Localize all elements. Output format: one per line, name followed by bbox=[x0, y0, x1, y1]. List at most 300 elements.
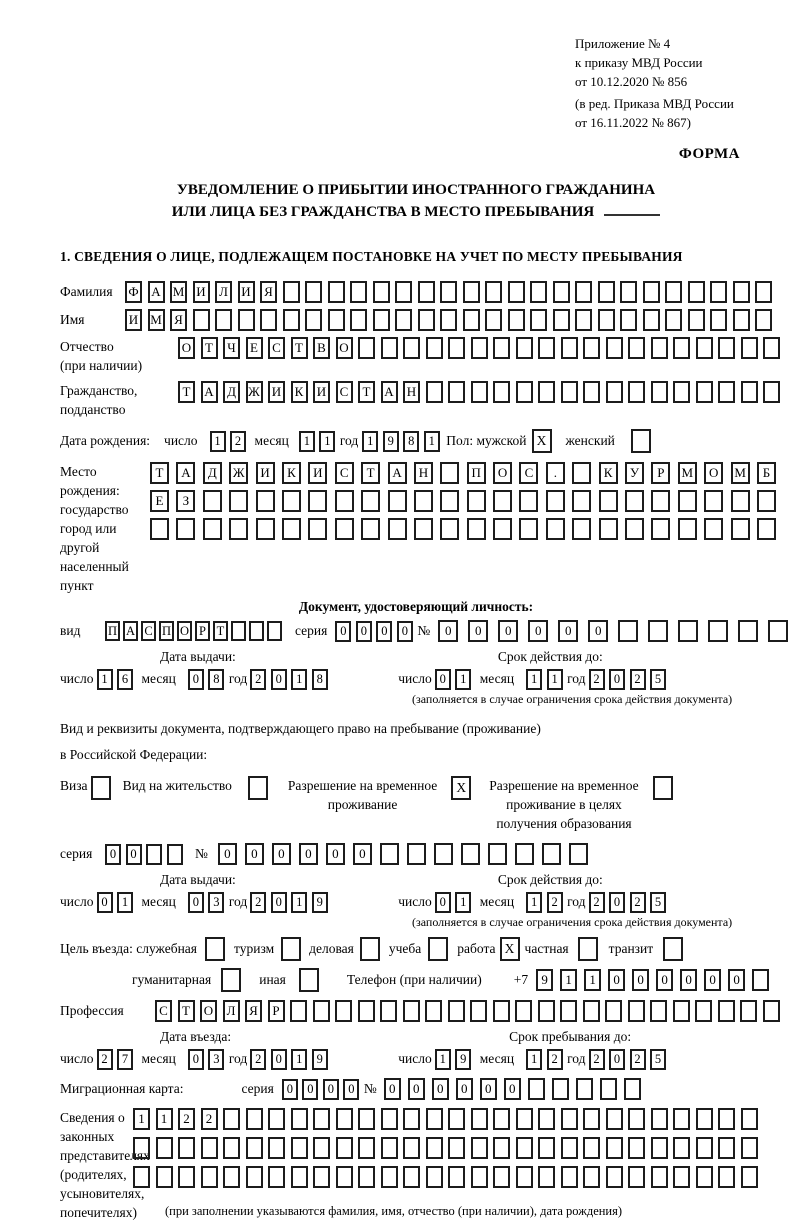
cell-box[interactable] bbox=[133, 1166, 150, 1188]
cell-box[interactable]: П bbox=[159, 621, 174, 641]
cell-box[interactable] bbox=[718, 337, 735, 359]
cell-box[interactable] bbox=[757, 518, 776, 540]
cell-box[interactable] bbox=[463, 309, 480, 331]
cell-box[interactable] bbox=[403, 1166, 420, 1188]
cell-box[interactable] bbox=[599, 490, 618, 512]
cell-box[interactable] bbox=[229, 490, 248, 512]
purpose-study-checkbox[interactable] bbox=[428, 937, 448, 961]
cell-box[interactable]: 0 bbox=[435, 669, 451, 690]
cell-box[interactable] bbox=[731, 490, 750, 512]
cell-box[interactable] bbox=[493, 1000, 510, 1022]
cell-box[interactable]: Т bbox=[361, 462, 380, 484]
cell-box[interactable] bbox=[467, 518, 486, 540]
cell-box[interactable]: 0 bbox=[335, 621, 351, 642]
cell-box[interactable] bbox=[733, 309, 750, 331]
cell-box[interactable] bbox=[350, 281, 367, 303]
cell-box[interactable] bbox=[757, 490, 776, 512]
cell-box[interactable]: 0 bbox=[384, 1078, 401, 1100]
cell-box[interactable]: А bbox=[148, 281, 165, 303]
cell-box[interactable] bbox=[488, 843, 507, 865]
cell-box[interactable] bbox=[448, 1000, 465, 1022]
cell-box[interactable]: 1 bbox=[526, 1049, 542, 1070]
cell-box[interactable]: 0 bbox=[376, 621, 392, 642]
cell-box[interactable] bbox=[146, 844, 162, 865]
cell-box[interactable]: 0 bbox=[271, 1049, 287, 1070]
cell-box[interactable]: 9 bbox=[312, 892, 328, 913]
cell-box[interactable]: 1 bbox=[435, 1049, 451, 1070]
cell-box[interactable] bbox=[650, 1000, 667, 1022]
cell-box[interactable] bbox=[361, 490, 380, 512]
cell-box[interactable]: 0 bbox=[343, 1079, 359, 1100]
cell-box[interactable] bbox=[731, 518, 750, 540]
cell-box[interactable] bbox=[561, 1166, 578, 1188]
cell-box[interactable] bbox=[440, 281, 457, 303]
cell-box[interactable]: 2 bbox=[250, 669, 266, 690]
cell-box[interactable] bbox=[282, 518, 301, 540]
cell-box[interactable]: 0 bbox=[271, 669, 287, 690]
cell-box[interactable] bbox=[678, 518, 697, 540]
cell-box[interactable] bbox=[291, 1166, 308, 1188]
cell-box[interactable]: 0 bbox=[397, 621, 413, 642]
cell-box[interactable] bbox=[156, 1137, 173, 1159]
cell-box[interactable] bbox=[530, 281, 547, 303]
cell-box[interactable]: С bbox=[519, 462, 538, 484]
cell-box[interactable] bbox=[471, 337, 488, 359]
cell-box[interactable]: 1 bbox=[291, 1049, 307, 1070]
cell-box[interactable] bbox=[493, 1166, 510, 1188]
cell-box[interactable]: Я bbox=[170, 309, 187, 331]
cell-box[interactable] bbox=[308, 518, 327, 540]
cell-box[interactable] bbox=[167, 844, 183, 865]
cell-box[interactable] bbox=[665, 281, 682, 303]
purpose-tourism-checkbox[interactable] bbox=[281, 937, 301, 961]
cell-box[interactable]: Ж bbox=[246, 381, 263, 403]
cell-box[interactable] bbox=[283, 309, 300, 331]
cell-box[interactable] bbox=[598, 309, 615, 331]
purpose-private-checkbox[interactable] bbox=[578, 937, 598, 961]
cell-box[interactable] bbox=[471, 381, 488, 403]
cell-box[interactable]: 2 bbox=[547, 892, 563, 913]
cell-box[interactable]: С bbox=[268, 337, 285, 359]
cell-box[interactable]: С bbox=[141, 621, 156, 641]
cell-box[interactable]: А bbox=[201, 381, 218, 403]
purpose-humanitarian-checkbox[interactable] bbox=[221, 968, 241, 992]
cell-box[interactable]: 0 bbox=[353, 843, 372, 865]
residence-permit-checkbox[interactable] bbox=[248, 776, 268, 800]
cell-box[interactable] bbox=[407, 843, 426, 865]
cell-box[interactable] bbox=[403, 1108, 420, 1130]
cell-box[interactable] bbox=[395, 309, 412, 331]
cell-box[interactable] bbox=[291, 1137, 308, 1159]
cell-box[interactable]: 9 bbox=[383, 431, 399, 452]
cell-box[interactable]: 1 bbox=[291, 892, 307, 913]
cell-box[interactable] bbox=[508, 309, 525, 331]
cell-box[interactable]: 0 bbox=[271, 892, 287, 913]
cell-box[interactable] bbox=[471, 1108, 488, 1130]
cell-box[interactable] bbox=[673, 1166, 690, 1188]
cell-box[interactable]: Т bbox=[201, 337, 218, 359]
cell-box[interactable] bbox=[628, 1137, 645, 1159]
cell-box[interactable] bbox=[651, 518, 670, 540]
cell-box[interactable] bbox=[426, 1108, 443, 1130]
cell-box[interactable] bbox=[203, 518, 222, 540]
cell-box[interactable] bbox=[358, 337, 375, 359]
cell-box[interactable]: А bbox=[381, 381, 398, 403]
cell-box[interactable] bbox=[246, 1108, 263, 1130]
cell-box[interactable]: Б bbox=[757, 462, 776, 484]
cell-box[interactable]: Л bbox=[223, 1000, 240, 1022]
cell-box[interactable]: 7 bbox=[117, 1049, 133, 1070]
cell-box[interactable] bbox=[373, 309, 390, 331]
cell-box[interactable] bbox=[673, 1137, 690, 1159]
cell-box[interactable] bbox=[335, 518, 354, 540]
cell-box[interactable] bbox=[203, 490, 222, 512]
cell-box[interactable] bbox=[395, 281, 412, 303]
cell-box[interactable] bbox=[561, 1137, 578, 1159]
cell-box[interactable]: И bbox=[193, 281, 210, 303]
cell-box[interactable]: С bbox=[155, 1000, 172, 1022]
cell-box[interactable]: 0 bbox=[408, 1078, 425, 1100]
cell-box[interactable]: А bbox=[176, 462, 195, 484]
cell-box[interactable]: 1 bbox=[526, 892, 542, 913]
cell-box[interactable] bbox=[381, 1166, 398, 1188]
cell-box[interactable]: И bbox=[308, 462, 327, 484]
cell-box[interactable] bbox=[515, 1000, 532, 1022]
cell-box[interactable]: О bbox=[200, 1000, 217, 1022]
cell-box[interactable]: П bbox=[105, 621, 120, 641]
cell-box[interactable]: 1 bbox=[560, 969, 577, 991]
cell-box[interactable] bbox=[741, 1137, 758, 1159]
cell-box[interactable] bbox=[606, 1137, 623, 1159]
cell-box[interactable] bbox=[156, 1166, 173, 1188]
cell-box[interactable]: 1 bbox=[547, 669, 563, 690]
cell-box[interactable]: С bbox=[336, 381, 353, 403]
cell-box[interactable]: Е bbox=[150, 490, 169, 512]
cell-box[interactable] bbox=[516, 337, 533, 359]
cell-box[interactable]: 1 bbox=[424, 431, 440, 452]
cell-box[interactable]: 0 bbox=[609, 1049, 625, 1070]
cell-box[interactable]: 0 bbox=[432, 1078, 449, 1100]
sex-female-checkbox[interactable] bbox=[631, 429, 651, 453]
cell-box[interactable]: 5 bbox=[650, 1049, 666, 1070]
cell-box[interactable] bbox=[763, 1000, 780, 1022]
cell-box[interactable] bbox=[381, 337, 398, 359]
cell-box[interactable]: Ф bbox=[125, 281, 142, 303]
cell-box[interactable] bbox=[718, 1166, 735, 1188]
cell-box[interactable] bbox=[752, 969, 769, 991]
cell-box[interactable] bbox=[516, 1108, 533, 1130]
cell-box[interactable] bbox=[606, 337, 623, 359]
cell-box[interactable] bbox=[673, 1000, 690, 1022]
cell-box[interactable] bbox=[246, 1137, 263, 1159]
cell-box[interactable] bbox=[572, 462, 591, 484]
cell-box[interactable]: К bbox=[291, 381, 308, 403]
cell-box[interactable]: Д bbox=[203, 462, 222, 484]
cell-box[interactable] bbox=[695, 1000, 712, 1022]
cell-box[interactable] bbox=[598, 281, 615, 303]
cell-box[interactable]: 1 bbox=[156, 1108, 173, 1130]
cell-box[interactable] bbox=[673, 1108, 690, 1130]
cell-box[interactable] bbox=[583, 1166, 600, 1188]
cell-box[interactable] bbox=[651, 490, 670, 512]
cell-box[interactable]: 8 bbox=[403, 431, 419, 452]
cell-box[interactable] bbox=[328, 281, 345, 303]
cell-box[interactable] bbox=[256, 490, 275, 512]
cell-box[interactable] bbox=[560, 1000, 577, 1022]
cell-box[interactable] bbox=[328, 309, 345, 331]
cell-box[interactable] bbox=[718, 1137, 735, 1159]
cell-box[interactable]: Р bbox=[195, 621, 210, 641]
cell-box[interactable] bbox=[569, 843, 588, 865]
cell-box[interactable]: 0 bbox=[435, 892, 451, 913]
cell-box[interactable]: 0 bbox=[97, 892, 113, 913]
cell-box[interactable] bbox=[651, 1166, 668, 1188]
cell-box[interactable] bbox=[688, 309, 705, 331]
cell-box[interactable] bbox=[388, 490, 407, 512]
cell-box[interactable] bbox=[201, 1166, 218, 1188]
cell-box[interactable] bbox=[673, 381, 690, 403]
cell-box[interactable]: 3 bbox=[208, 892, 224, 913]
cell-box[interactable] bbox=[418, 281, 435, 303]
cell-box[interactable]: 0 bbox=[609, 669, 625, 690]
cell-box[interactable] bbox=[516, 1137, 533, 1159]
cell-box[interactable] bbox=[696, 1137, 713, 1159]
cell-box[interactable] bbox=[519, 490, 538, 512]
cell-box[interactable]: 0 bbox=[272, 843, 291, 865]
cell-box[interactable]: 2 bbox=[250, 892, 266, 913]
cell-box[interactable] bbox=[606, 381, 623, 403]
cell-box[interactable]: 0 bbox=[105, 844, 121, 865]
cell-box[interactable] bbox=[710, 281, 727, 303]
cell-box[interactable] bbox=[493, 337, 510, 359]
cell-box[interactable]: Ч bbox=[223, 337, 240, 359]
cell-box[interactable] bbox=[426, 381, 443, 403]
cell-box[interactable] bbox=[231, 621, 246, 641]
cell-box[interactable]: Р bbox=[268, 1000, 285, 1022]
cell-box[interactable]: И bbox=[125, 309, 142, 331]
cell-box[interactable] bbox=[628, 1000, 645, 1022]
cell-box[interactable]: 0 bbox=[356, 621, 372, 642]
cell-box[interactable]: 0 bbox=[245, 843, 264, 865]
cell-box[interactable] bbox=[358, 1000, 375, 1022]
cell-box[interactable] bbox=[704, 518, 723, 540]
cell-box[interactable] bbox=[471, 1166, 488, 1188]
cell-box[interactable] bbox=[350, 309, 367, 331]
cell-box[interactable]: 0 bbox=[188, 1049, 204, 1070]
cell-box[interactable]: Р bbox=[651, 462, 670, 484]
cell-box[interactable] bbox=[538, 1137, 555, 1159]
cell-box[interactable] bbox=[448, 1166, 465, 1188]
cell-box[interactable] bbox=[493, 518, 512, 540]
cell-box[interactable] bbox=[600, 1078, 617, 1100]
cell-box[interactable]: 9 bbox=[312, 1049, 328, 1070]
cell-box[interactable]: Т bbox=[358, 381, 375, 403]
cell-box[interactable]: 3 bbox=[208, 1049, 224, 1070]
cell-box[interactable]: Ж bbox=[229, 462, 248, 484]
cell-box[interactable]: 2 bbox=[630, 1049, 646, 1070]
cell-box[interactable]: 0 bbox=[528, 620, 548, 642]
cell-box[interactable] bbox=[583, 1108, 600, 1130]
cell-box[interactable]: 2 bbox=[589, 892, 605, 913]
cell-box[interactable] bbox=[599, 518, 618, 540]
cell-box[interactable]: К bbox=[282, 462, 301, 484]
cell-box[interactable] bbox=[418, 309, 435, 331]
cell-box[interactable] bbox=[485, 309, 502, 331]
cell-box[interactable]: 0 bbox=[504, 1078, 521, 1100]
cell-box[interactable]: О bbox=[177, 621, 192, 641]
cell-box[interactable]: . bbox=[546, 462, 565, 484]
cell-box[interactable] bbox=[308, 490, 327, 512]
cell-box[interactable] bbox=[223, 1108, 240, 1130]
cell-box[interactable] bbox=[553, 309, 570, 331]
cell-box[interactable]: 0 bbox=[302, 1079, 318, 1100]
cell-box[interactable] bbox=[552, 1078, 569, 1100]
cell-box[interactable]: С bbox=[335, 462, 354, 484]
cell-box[interactable] bbox=[381, 1108, 398, 1130]
cell-box[interactable]: 2 bbox=[230, 431, 246, 452]
cell-box[interactable]: 1 bbox=[210, 431, 226, 452]
cell-box[interactable] bbox=[755, 309, 772, 331]
cell-box[interactable] bbox=[618, 620, 638, 642]
cell-box[interactable]: 0 bbox=[588, 620, 608, 642]
cell-box[interactable] bbox=[403, 1000, 420, 1022]
cell-box[interactable] bbox=[561, 381, 578, 403]
cell-box[interactable]: 0 bbox=[456, 1078, 473, 1100]
cell-box[interactable] bbox=[493, 490, 512, 512]
cell-box[interactable] bbox=[561, 1108, 578, 1130]
cell-box[interactable] bbox=[678, 490, 697, 512]
cell-box[interactable]: З bbox=[176, 490, 195, 512]
cell-box[interactable] bbox=[461, 843, 480, 865]
cell-box[interactable] bbox=[606, 1108, 623, 1130]
cell-box[interactable] bbox=[448, 381, 465, 403]
cell-box[interactable]: 1 bbox=[117, 892, 133, 913]
cell-box[interactable] bbox=[426, 1137, 443, 1159]
cell-box[interactable]: Т bbox=[178, 1000, 195, 1022]
cell-box[interactable] bbox=[313, 1108, 330, 1130]
cell-box[interactable] bbox=[246, 1166, 263, 1188]
cell-box[interactable]: 0 bbox=[480, 1078, 497, 1100]
cell-box[interactable]: 1 bbox=[455, 892, 471, 913]
cell-box[interactable] bbox=[335, 490, 354, 512]
cell-box[interactable]: 2 bbox=[547, 1049, 563, 1070]
cell-box[interactable]: 1 bbox=[133, 1108, 150, 1130]
cell-box[interactable]: 0 bbox=[632, 969, 649, 991]
cell-box[interactable]: 0 bbox=[188, 892, 204, 913]
cell-box[interactable] bbox=[229, 518, 248, 540]
cell-box[interactable] bbox=[223, 1166, 240, 1188]
cell-box[interactable] bbox=[268, 1166, 285, 1188]
cell-box[interactable]: 9 bbox=[455, 1049, 471, 1070]
cell-box[interactable] bbox=[624, 1078, 641, 1100]
cell-box[interactable]: 0 bbox=[728, 969, 745, 991]
cell-box[interactable] bbox=[538, 1108, 555, 1130]
cell-box[interactable]: 9 bbox=[536, 969, 553, 991]
cell-box[interactable]: Д bbox=[223, 381, 240, 403]
cell-box[interactable] bbox=[448, 1108, 465, 1130]
cell-box[interactable] bbox=[651, 1108, 668, 1130]
cell-box[interactable] bbox=[708, 620, 728, 642]
cell-box[interactable]: О bbox=[336, 337, 353, 359]
cell-box[interactable]: П bbox=[467, 462, 486, 484]
cell-box[interactable] bbox=[628, 1166, 645, 1188]
cell-box[interactable] bbox=[696, 1166, 713, 1188]
cell-box[interactable]: Е bbox=[246, 337, 263, 359]
cell-box[interactable] bbox=[575, 309, 592, 331]
cell-box[interactable] bbox=[696, 1108, 713, 1130]
cell-box[interactable] bbox=[268, 1137, 285, 1159]
cell-box[interactable] bbox=[583, 337, 600, 359]
cell-box[interactable] bbox=[268, 1108, 285, 1130]
cell-box[interactable] bbox=[283, 281, 300, 303]
visa-checkbox[interactable] bbox=[91, 776, 111, 800]
cell-box[interactable] bbox=[528, 1078, 545, 1100]
cell-box[interactable]: Я bbox=[260, 281, 277, 303]
cell-box[interactable]: Н bbox=[414, 462, 433, 484]
cell-box[interactable] bbox=[741, 337, 758, 359]
cell-box[interactable] bbox=[335, 1000, 352, 1022]
cell-box[interactable] bbox=[260, 309, 277, 331]
purpose-official-checkbox[interactable] bbox=[205, 937, 225, 961]
cell-box[interactable] bbox=[643, 309, 660, 331]
cell-box[interactable] bbox=[403, 337, 420, 359]
cell-box[interactable]: 8 bbox=[208, 669, 224, 690]
cell-box[interactable] bbox=[546, 518, 565, 540]
cell-box[interactable] bbox=[572, 518, 591, 540]
cell-box[interactable] bbox=[448, 1137, 465, 1159]
cell-box[interactable]: 0 bbox=[326, 843, 345, 865]
cell-box[interactable]: 0 bbox=[323, 1079, 339, 1100]
cell-box[interactable]: О bbox=[704, 462, 723, 484]
cell-box[interactable] bbox=[665, 309, 682, 331]
cell-box[interactable] bbox=[741, 381, 758, 403]
cell-box[interactable] bbox=[738, 620, 758, 642]
cell-box[interactable]: 5 bbox=[650, 669, 666, 690]
cell-box[interactable]: 0 bbox=[218, 843, 237, 865]
cell-box[interactable] bbox=[508, 281, 525, 303]
cell-box[interactable]: И bbox=[268, 381, 285, 403]
cell-box[interactable] bbox=[414, 518, 433, 540]
cell-box[interactable]: Т bbox=[150, 462, 169, 484]
cell-box[interactable]: И bbox=[313, 381, 330, 403]
cell-box[interactable] bbox=[741, 1108, 758, 1130]
cell-box[interactable] bbox=[358, 1166, 375, 1188]
cell-box[interactable] bbox=[605, 1000, 622, 1022]
cell-box[interactable]: 0 bbox=[438, 620, 458, 642]
cell-box[interactable]: 1 bbox=[299, 431, 315, 452]
temp-permit-edu-checkbox[interactable] bbox=[653, 776, 673, 800]
cell-box[interactable] bbox=[741, 1166, 758, 1188]
cell-box[interactable] bbox=[575, 281, 592, 303]
cell-box[interactable] bbox=[305, 281, 322, 303]
cell-box[interactable] bbox=[572, 490, 591, 512]
cell-box[interactable]: М bbox=[731, 462, 750, 484]
cell-box[interactable] bbox=[763, 337, 780, 359]
cell-box[interactable]: 0 bbox=[609, 892, 625, 913]
cell-box[interactable] bbox=[336, 1137, 353, 1159]
cell-box[interactable] bbox=[651, 337, 668, 359]
cell-box[interactable] bbox=[648, 620, 668, 642]
cell-box[interactable] bbox=[282, 490, 301, 512]
cell-box[interactable] bbox=[538, 1000, 555, 1022]
cell-box[interactable] bbox=[313, 1166, 330, 1188]
cell-box[interactable] bbox=[516, 381, 533, 403]
cell-box[interactable] bbox=[361, 518, 380, 540]
cell-box[interactable]: А bbox=[123, 621, 138, 641]
cell-box[interactable] bbox=[336, 1166, 353, 1188]
cell-box[interactable]: 1 bbox=[526, 669, 542, 690]
cell-box[interactable]: 0 bbox=[468, 620, 488, 642]
